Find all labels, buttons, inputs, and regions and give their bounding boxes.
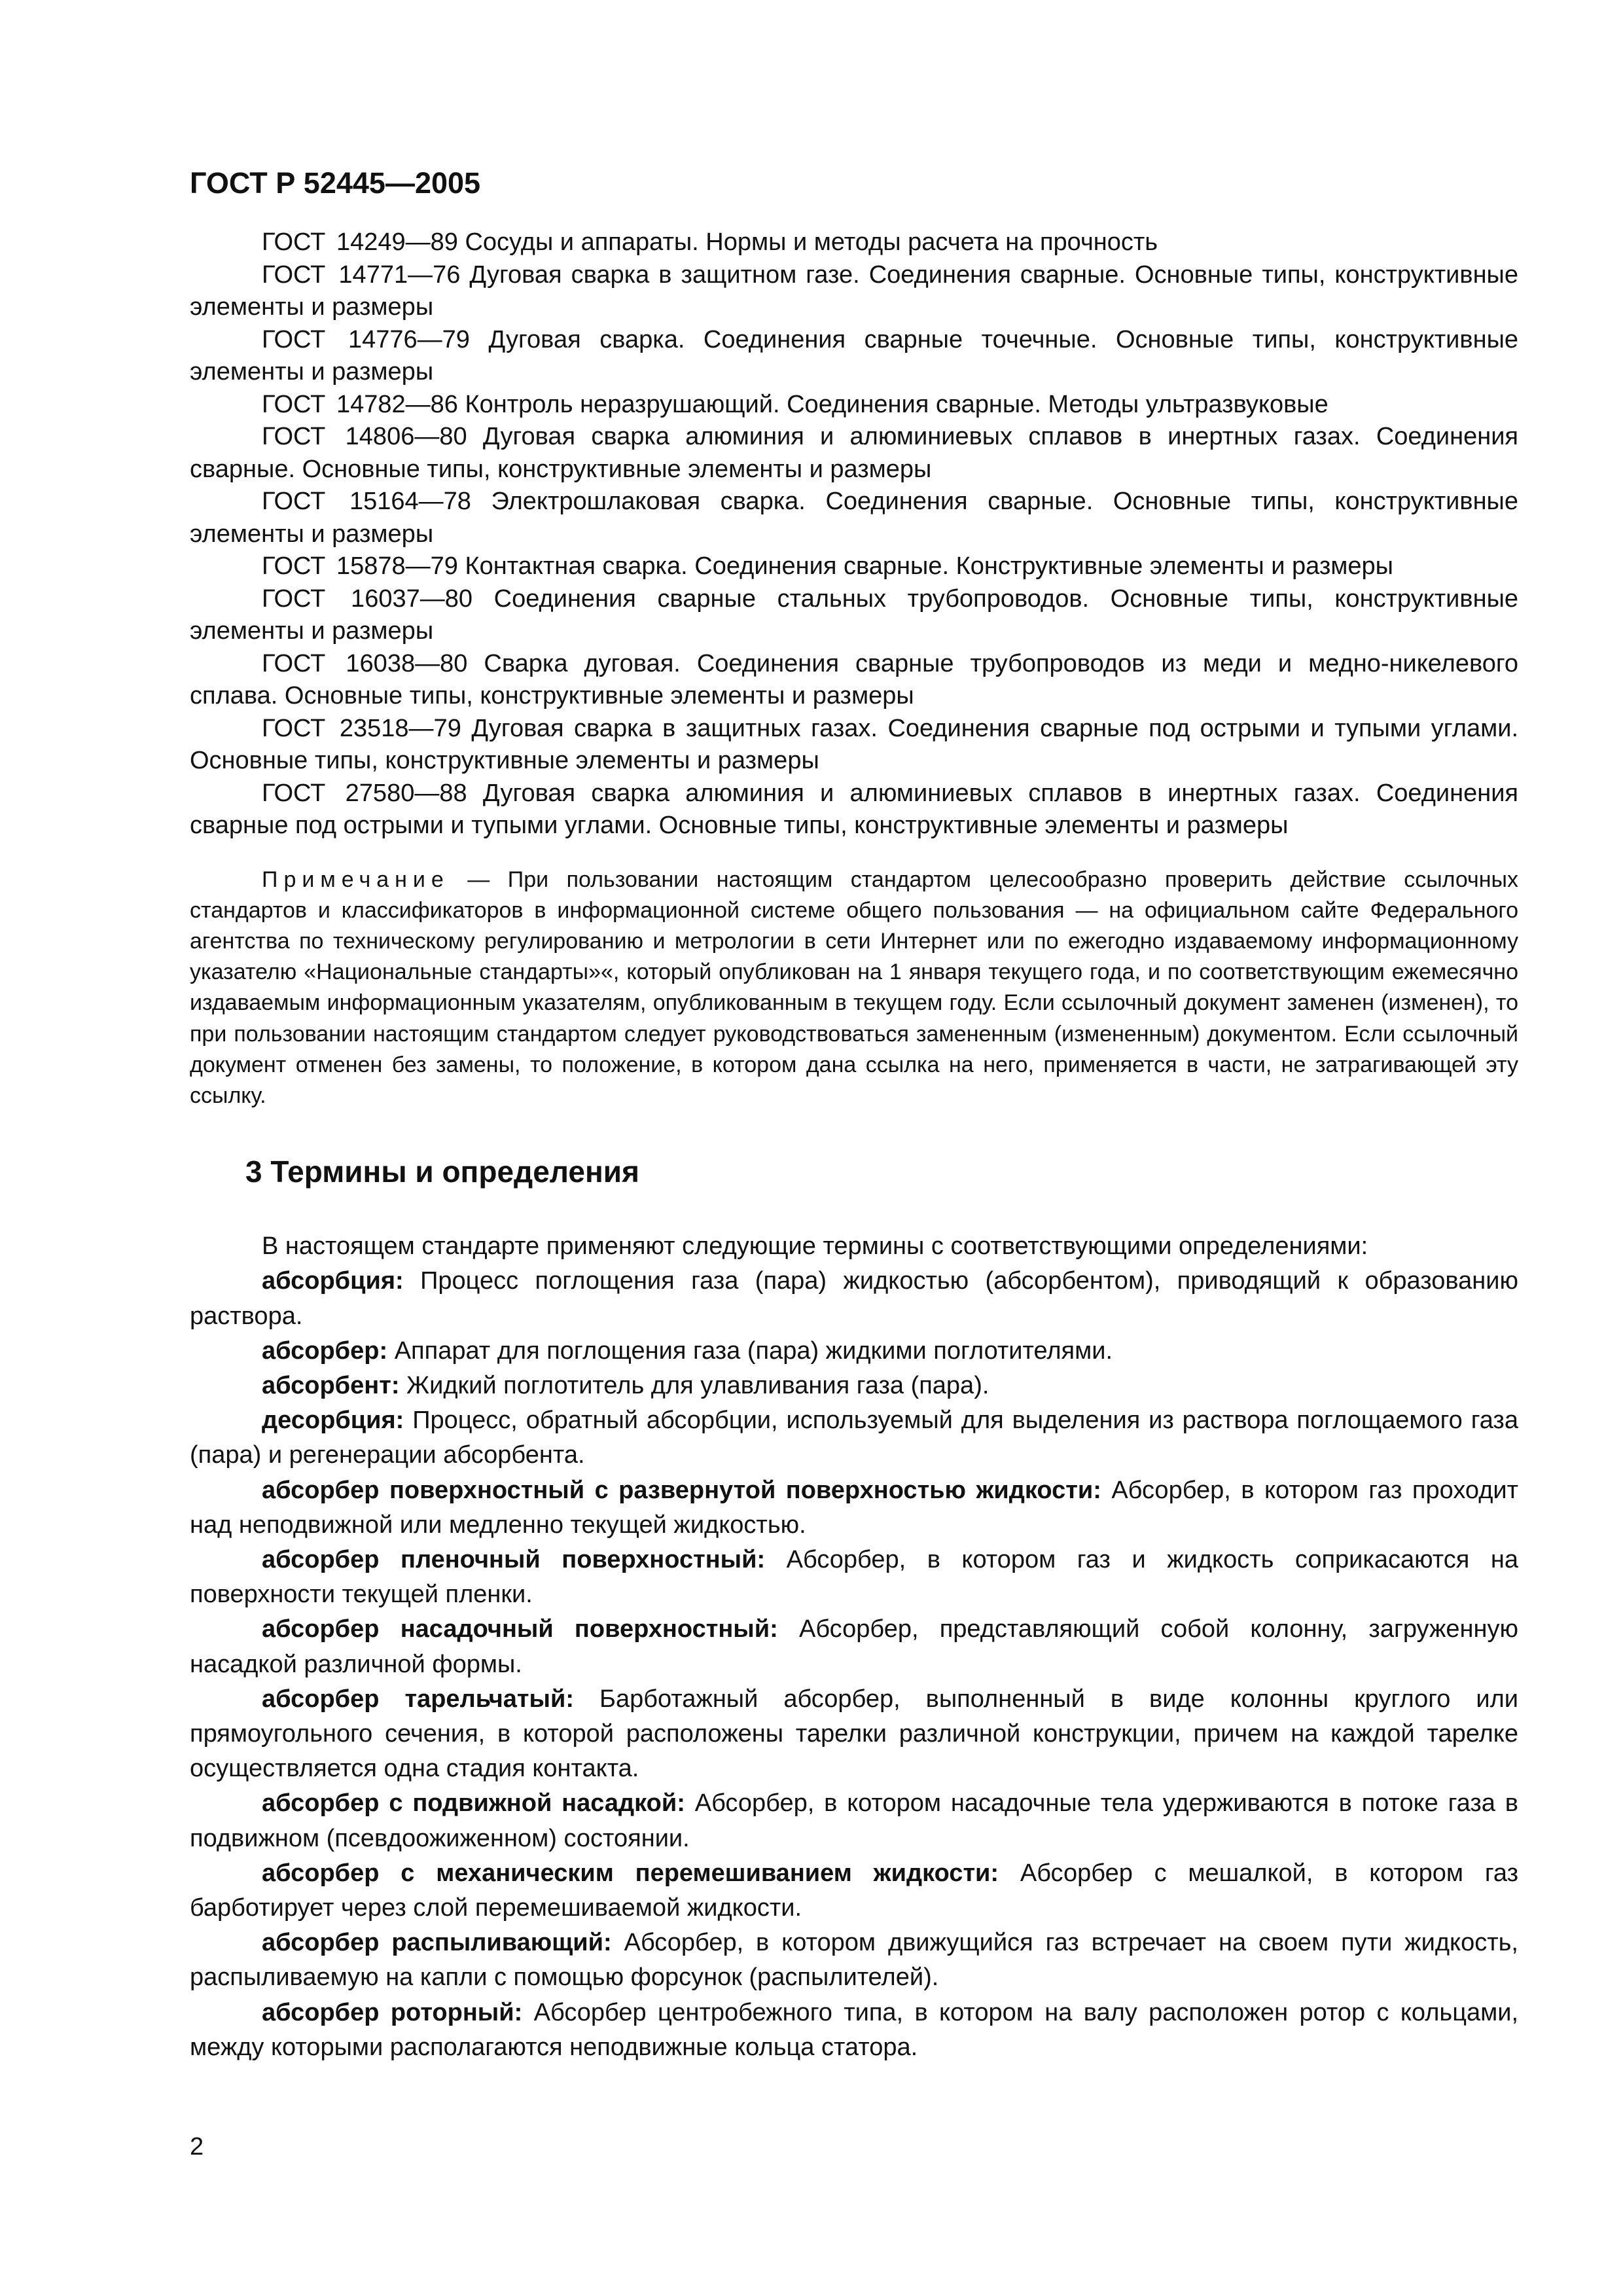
term-definition: Абсорбер, в котором газ проходит над неподвижной или медленно текущей жидкостью. — [190, 1476, 1518, 1539]
reference-entry — [190, 389, 1518, 422]
reference-entry — [190, 486, 1518, 550]
reference-title: Дуговая сварка в защитных газах. Соединения сварные под острыми и тупыми углами. Основные типы, конструктивные элементы и размеры — [190, 714, 1519, 774]
reference-title: Контроль неразрушающий. Соединения сварные. Методы ультразвуковые — [465, 390, 1329, 418]
term-entry — [190, 1996, 1518, 2065]
document-page — [190, 164, 1518, 2065]
term-definition: Абсорбер центробежного типа, в котором на валу расположен ротор с кольцами, между которыми располагаются неподвижные кольца статора. — [190, 1998, 1519, 2061]
term-entry — [190, 1786, 1518, 1856]
reference-code: ГОСТ 15164—78 — [262, 488, 471, 515]
reference-entry — [190, 648, 1518, 713]
term-definition: Абсорбер, в котором газ и жидкость соприкасаются на поверхности текущей пленки. — [190, 1545, 1518, 1609]
term-name: абсорбер: — [262, 1336, 388, 1365]
reference-entry — [190, 713, 1518, 778]
term-entry — [190, 1612, 1518, 1681]
section-heading: 3 Термины и определения — [245, 1155, 639, 1189]
term-name: абсорбер с подвижной насадкой: — [262, 1789, 685, 1818]
reference-code: ГОСТ 14776—79 — [262, 325, 470, 353]
note-text: — При пользовании настоящим стандартом целесообразно проверить действие ссылочных стандартов и классификаторов в информационной системе общего пользования — на официальном сайте Федерального агентства по техническому регулированию и метрологии в сети Интернет или по ежегодно издаваемому информационному указателю «Национальные стандарты»«, который опубликован на 1 января текущего года, и по соответствующим ежемесячно издаваемым информационным указателям, опубликованным в текущем году. Если ссылочный документ заменен (изменен), то при пользовании настоящим стандартом следует руководствоваться замененным (измененным) документом. Если ссылочный документ отменен без замены, то положение, в котором дана ссылка на него, применяется в части, не затрагивающей эту ссылку. — [190, 867, 1518, 1108]
reference-title: Дуговая сварка в защитном газе. Соединения сварные. Основные типы, конструктивные элементы и размеры — [190, 260, 1519, 321]
term-definition: Процесс поглощения газа (пара) жидкостью (абсорбентом), приводящий к образованию раствора. — [190, 1267, 1518, 1330]
reference-title: Сосуды и аппараты. Нормы и методы расчета на прочность — [465, 228, 1158, 256]
term-entry — [190, 1264, 1518, 1333]
note-label: Примечание — [262, 867, 450, 892]
term-name: абсорбер тарельчатый: — [262, 1685, 575, 1713]
term-entry — [190, 1856, 1518, 1926]
reference-code: ГОСТ 15878—79 — [262, 552, 458, 580]
term-name: абсорбер поверхностный с развернутой поверхностью жидкости: — [262, 1476, 1101, 1504]
term-name: абсорбция: — [262, 1267, 404, 1295]
reference-code: ГОСТ 16037—80 — [262, 584, 473, 613]
reference-title: Контактная сварка. Соединения сварные. Конструктивные элементы и размеры — [465, 552, 1393, 580]
reference-entry — [190, 550, 1518, 583]
term-definition: Абсорбер с мешалкой, в котором газ барботирует через слой перемешиваемой жидкости. — [190, 1859, 1519, 1922]
reference-title: Сварка дуговая. Соединения сварные трубопроводов из меди и медно-никелевого сплава. Основные типы, конструктивные элементы и размеры — [190, 649, 1519, 709]
term-entry — [190, 1369, 1518, 1403]
term-entry — [190, 1682, 1518, 1787]
term-definition: Процесс, обратный абсорбции, используемый для выделения из раствора поглощаемого газа (пара) и регенерации абсорбента. — [190, 1407, 1518, 1469]
reference-entry — [190, 324, 1518, 389]
term-definition: Барботажный абсорбер, выполненный в виде колонны круглого или прямоугольного сечения, в которой расположены тарелки различной конструкции, причем на каждой тарелке осуществляется одна стадия контакта. — [190, 1685, 1519, 1783]
term-name: абсорбер с механическим перемешиванием жидкости: — [262, 1859, 999, 1887]
reference-code: ГОСТ 14249—89 — [262, 228, 458, 256]
reference-entry — [190, 583, 1518, 648]
reference-code: ГОСТ 14806—80 — [262, 423, 467, 450]
term-definition: Абсорбер, в котором движущийся газ встречает на своем пути жидкость, распыливаемую на капли с помощью форсунок (распылителей). — [190, 1929, 1518, 1992]
reference-title: Дуговая сварка алюминия и алюминиевых сплавов в инертных газах. Соединения сварные под острыми и тупыми углами. Основные типы, конструктивные элементы и размеры — [190, 779, 1519, 839]
term-name: абсорбер распыливающий: — [262, 1929, 612, 1957]
reference-entry — [190, 259, 1518, 324]
reference-title: Соединения сварные стальных трубопроводов. Основные типы, конструктивные элементы и размеры — [190, 584, 1519, 645]
term-definition: Абсорбер, представляющий собой колонну, загруженную насадкой различной формы. — [190, 1615, 1519, 1678]
reference-code: ГОСТ 27580—88 — [262, 779, 467, 807]
term-entry — [190, 1473, 1518, 1543]
reference-code: ГОСТ 14771—76 — [262, 260, 461, 289]
reference-code: ГОСТ 23518—79 — [262, 714, 461, 742]
page-number: 2 — [190, 2133, 204, 2161]
reference-note — [190, 865, 1518, 1112]
reference-title: Дуговая сварка алюминия и алюминиевых сплавов в инертных газах. Соединения сварные. Основные типы, конструктивные элементы и размеры — [190, 423, 1519, 483]
term-name: абсорбер насадочный поверхностный: — [262, 1615, 778, 1643]
term-entry — [190, 1543, 1518, 1612]
term-entry — [190, 1403, 1518, 1473]
reference-entry — [190, 778, 1518, 842]
term-entry — [190, 1926, 1518, 1995]
term-name: абсорбер пленочный поверхностный: — [262, 1545, 766, 1573]
term-definition: Жидкий поглотитель для улавливания газа (пара). — [399, 1371, 990, 1399]
reference-code: ГОСТ 14782—86 — [262, 390, 458, 418]
term-definition: Аппарат для поглощения газа (пара) жидкими поглотителями. — [387, 1336, 1113, 1365]
standard-designation: ГОСТ Р 52445—2005 — [190, 166, 481, 200]
term-definition: Абсорбер, в котором насадочные тела удерживаются в потоке газа в подвижном (псевдоожиженном) состоянии. — [190, 1789, 1518, 1852]
terms-intro: В настоящем стандарте применяют следующие термины с соответствующими определениями: — [262, 1232, 1368, 1261]
term-name: абсорбент: — [262, 1371, 400, 1399]
term-entry — [190, 1334, 1518, 1369]
reference-code: ГОСТ 16038—80 — [262, 649, 468, 677]
term-name: десорбция: — [262, 1407, 404, 1435]
reference-entry — [190, 421, 1518, 486]
term-name: абсорбер роторный: — [262, 1998, 523, 2026]
reference-title: Дуговая сварка. Соединения сварные точечные. Основные типы, конструктивные элементы и размеры — [190, 325, 1519, 386]
reference-title: Электрошлаковая сварка. Соединения сварные. Основные типы, конструктивные элементы и размеры — [190, 488, 1519, 548]
normative-references — [190, 226, 1518, 842]
reference-entry — [190, 226, 1518, 259]
terms-list — [190, 1229, 1518, 2065]
